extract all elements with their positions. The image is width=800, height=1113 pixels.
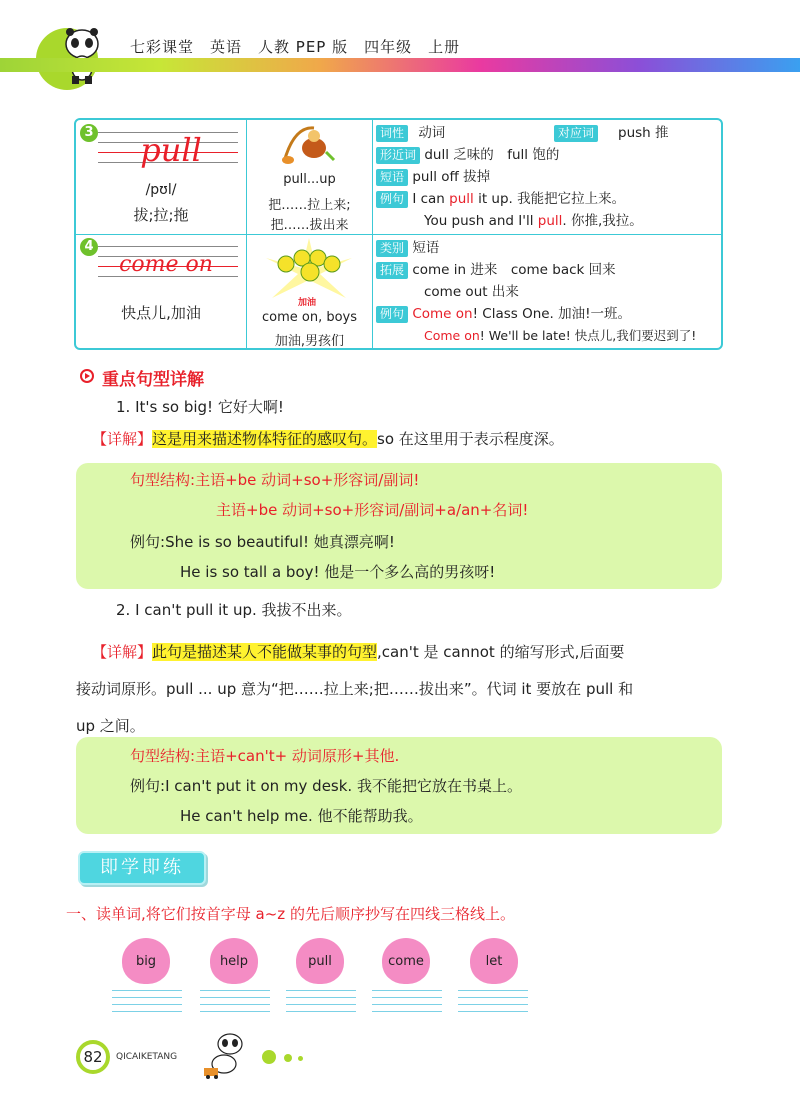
peach-icon: help [210, 938, 258, 984]
example-tag: 例句 [376, 306, 408, 323]
structure-label: 句型结构: [130, 747, 196, 765]
detail-1 [92, 428, 564, 451]
structure-box-1 [76, 463, 722, 589]
sentence-1: 1. It's so big! 它好大啊! [116, 398, 284, 416]
row-divider [76, 234, 721, 235]
structure-label: 句型结构: [130, 471, 196, 489]
pos-tag: 词性 [376, 125, 408, 142]
detail-tag: 【详解】 [92, 643, 153, 661]
similar-tag: 形近词 [376, 147, 420, 164]
example-line-1 [130, 775, 522, 798]
example-text: She is so beautiful! 她真漂亮啊! [165, 533, 395, 551]
phrase-meaning-1: 加油,男孩们 [274, 334, 345, 349]
example-text: it up. 我能把它拉上来。 [473, 191, 626, 207]
detail-highlight: 这是用来描述物体特征的感叹句。 [152, 430, 378, 448]
header-title: 七彩课堂 英语 人教 PEP 版 四年级 上册 [130, 38, 461, 56]
panda-mascot-icon [58, 24, 106, 86]
example-text: ! Class One. 加油!一班。 [472, 306, 632, 322]
example-text: ! We'll be late! 快点儿,我们要迟到了! [479, 328, 697, 343]
example-tag: 例句 [376, 191, 408, 208]
play-circle-icon [80, 369, 94, 383]
dot-icon [262, 1050, 276, 1064]
row-number-badge: 4 [80, 238, 98, 256]
word-definitions [376, 122, 721, 232]
example-highlight: pull [449, 191, 474, 207]
section-title: 重点句型详解 [102, 370, 204, 390]
pull-illustration-icon [274, 122, 340, 168]
extension-value: come out 出来 [424, 284, 519, 300]
peach-icon: let [470, 938, 518, 984]
detail-text: ,can't 是 cannot 的缩写形式,后面要 [377, 643, 625, 661]
structure-text: 主语+can't+ 动词原形+其他. [195, 747, 400, 765]
phrase-tag: 短语 [376, 169, 408, 186]
example-text: I can [412, 191, 450, 207]
phrase-meaning-2: 把……拔出来 [270, 218, 349, 233]
structure-line-2: 主语+be 动词+so+形容词/副词+a/an+名词! [216, 501, 529, 519]
peach-icon: big [122, 938, 170, 984]
detail-2 [76, 634, 732, 745]
detail-tag: 【详解】 [92, 430, 153, 448]
row-number-badge: 3 [80, 124, 98, 142]
footer-brand: QICAIKETANG [116, 1052, 178, 1062]
practice-title: 即学即练 [100, 857, 184, 878]
detail-highlight: 此句是描述某人不能做某事的句型 [152, 643, 378, 661]
opposite-value: push 推 [618, 125, 669, 141]
peach-word-3 [296, 938, 344, 984]
writing-lines[interactable] [372, 990, 442, 1016]
category-value: 短语 [412, 240, 440, 256]
structure-text: 主语+be 动词+so+形容词/副词! [195, 471, 420, 489]
peach-word-5 [470, 938, 518, 984]
detail-text: so 在这里用于表示程度深。 [377, 430, 564, 448]
dot-icon [298, 1056, 303, 1061]
writing-lines[interactable] [286, 990, 356, 1016]
question-1: 一、读单词,将它们按首字母 a~z 的先后顺序抄写在四线三格线上。 [66, 905, 515, 923]
example-line-2: He can't help me. 他不能帮助我。 [180, 807, 423, 825]
writing-lines[interactable] [112, 990, 182, 1016]
detail-text: 接动词原形。pull ... up 意为“把……拉上来;把……拔出来”。代词 it 要放在 pull 和 [76, 680, 634, 698]
peach-word-2 [210, 938, 258, 984]
word-definitions [376, 237, 721, 347]
example-label: 例句: [130, 777, 166, 795]
example-line-2: He is so tall a boy! 他是一个多么高的男孩呀! [180, 563, 496, 581]
writing-lines[interactable] [458, 990, 528, 1016]
panda-mascot-icon [200, 1028, 252, 1080]
extension-value: come in 进来 come back 回来 [412, 262, 616, 278]
peach-icon: come [382, 938, 430, 984]
category-tag: 类别 [376, 240, 408, 257]
example-text: . 你推,我拉。 [562, 213, 643, 229]
example-text: I can't put it on my desk. 我不能把它放在书桌上。 [165, 777, 522, 795]
sentence-2: 2. I can't pull it up. 我拔不出来。 [116, 601, 352, 619]
detail-text: up 之间。 [76, 717, 145, 735]
structure-line-1 [130, 469, 419, 492]
word-table [74, 118, 723, 350]
phrase-meaning-1: 把……拉上来; [268, 198, 351, 213]
phrase-value: pull off 拔掉 [412, 169, 491, 185]
structure-line-1 [130, 745, 399, 768]
example-line-1 [130, 531, 395, 554]
phrase: pull...up [283, 172, 336, 187]
word-phonetic: /pʊl/ [145, 182, 177, 198]
example-text: You push and I'll [424, 213, 538, 229]
practice-banner [78, 851, 206, 885]
word-meaning: 拔;拉;拖 [133, 206, 189, 224]
image-label: 加油 [298, 298, 317, 308]
pos-value: 动词 [418, 125, 446, 141]
extension-tag: 拓展 [376, 262, 408, 279]
writing-lines[interactable] [200, 990, 270, 1016]
peach-word-1 [122, 938, 170, 984]
page-number: 82 [76, 1040, 110, 1074]
dot-icon [284, 1054, 292, 1062]
word-meaning: 快点儿,加油 [121, 304, 201, 322]
structure-box-2 [76, 737, 722, 834]
word-handwriting: pull [140, 131, 202, 169]
example-highlight: Come on [412, 306, 473, 322]
phrase: come on, boys [261, 310, 358, 325]
word-handwriting: come on [119, 252, 213, 277]
peach-icon: pull [296, 938, 344, 984]
peach-word-4 [382, 938, 430, 984]
example-highlight: Come on [424, 328, 480, 343]
header-rainbow-bar [0, 58, 800, 72]
example-highlight: pull [537, 213, 563, 229]
similar-value: dull 乏味的 full 饱的 [424, 147, 560, 163]
opposite-tag: 对应词 [554, 125, 598, 142]
cheering-illustration-icon [266, 238, 352, 300]
example-label: 例句: [130, 533, 166, 551]
